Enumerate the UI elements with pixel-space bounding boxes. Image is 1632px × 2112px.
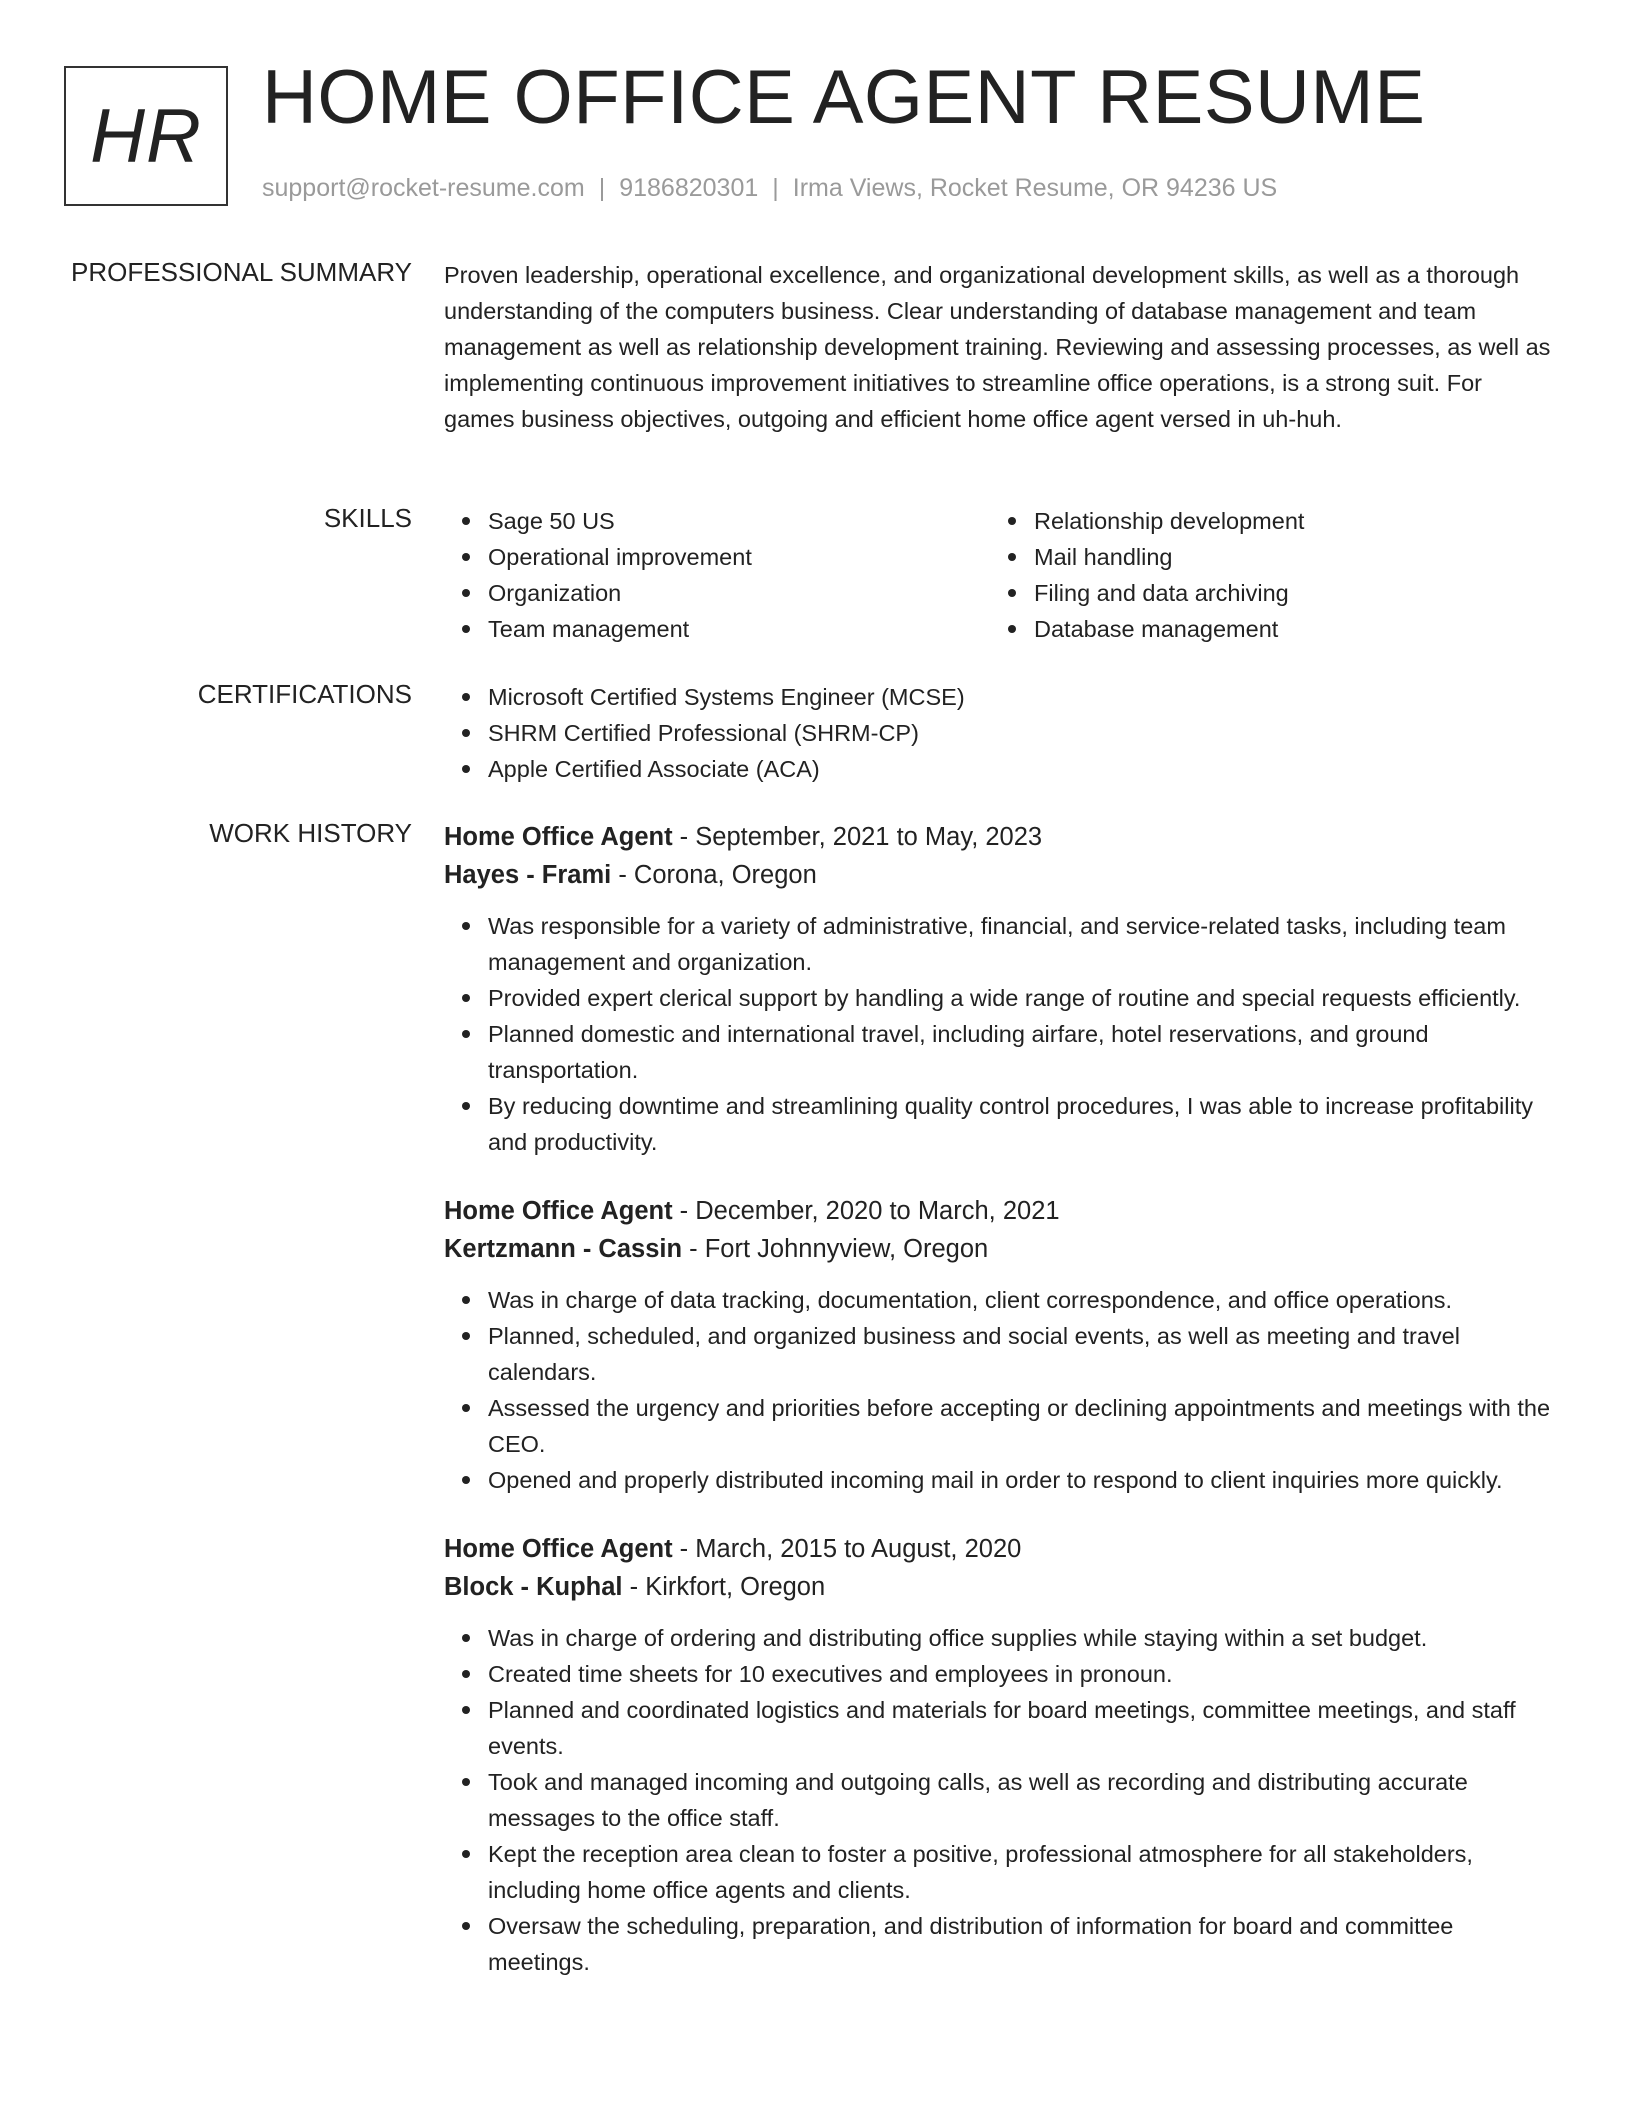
job-duties	[444, 908, 1554, 1160]
job-duty: Provided expert clerical support by handling a wide range of routine and special requests efficiently.	[488, 980, 1554, 1016]
skill-item: Database management	[1034, 611, 1536, 647]
contact-email[interactable]: support@rocket-resume.com	[262, 174, 585, 202]
section-heading-work-history: WORK HISTORY	[209, 818, 412, 848]
job-duty: Kept the reception area clean to foster a positive, professional atmosphere for all stakeholders, including home office agents and clients.	[488, 1836, 1554, 1908]
job-duty: By reducing downtime and streamlining quality control procedures, I was able to increase profitability and productivity.	[488, 1088, 1554, 1160]
job-duty: Took and managed incoming and outgoing calls, as well as recording and distributing accurate messages to the office staff.	[488, 1764, 1554, 1836]
certifications-body	[444, 679, 1554, 787]
monogram-text: HR	[90, 93, 202, 179]
resume-title: HOME OFFICE AGENT RESUME	[262, 55, 1426, 140]
section-heading-certifications: CERTIFICATIONS	[197, 679, 412, 709]
skills-column-right	[990, 503, 1536, 647]
job-company: Block - Kuphal	[444, 1573, 623, 1601]
certification-item: SHRM Certified Professional (SHRM-CP)	[488, 715, 1554, 751]
skill-item: Relationship development	[1034, 503, 1536, 539]
job-company: Kertzmann - Cassin	[444, 1235, 683, 1263]
job-duty: Was in charge of ordering and distributing office supplies while staying within a set budget.	[488, 1620, 1554, 1656]
certification-item: Apple Certified Associate (ACA)	[488, 751, 1554, 787]
job-company-line: Kertzmann - Cassin - Fort Johnnyview, Oregon	[444, 1235, 989, 1263]
job-duty: Assessed the urgency and priorities before accepting or declining appointments and meetings with the CEO.	[488, 1390, 1554, 1462]
job-title: Home Office Agent	[444, 1197, 673, 1225]
job-location: Kirkfort, Oregon	[645, 1573, 826, 1601]
job-entry	[444, 1530, 1554, 1980]
certification-item: Microsoft Certified Systems Engineer (MCSE)	[488, 679, 1554, 715]
job-duty: Created time sheets for 10 executives and employees in pronoun.	[488, 1656, 1554, 1692]
section-heading-summary: PROFESSIONAL SUMMARY	[71, 257, 412, 287]
skill-item: Mail handling	[1034, 539, 1536, 575]
summary-text: Proven leadership, operational excellence, and organizational development skills, as well as a thorough understanding of the computers business. Clear understanding of database management and team management as well as relationship development training. Reviewing and assessing processes, as well as implementing continuous improvement initiatives to streamline office operations, is a strong suit. For games business objectives, outgoing and efficient home office agent versed in uh-huh.	[444, 262, 1551, 432]
job-company-line: Block - Kuphal - Kirkfort, Oregon	[444, 1573, 826, 1601]
contact-phone[interactable]: 9186820301	[619, 174, 759, 202]
job-dates: March, 2015 to August, 2020	[695, 1535, 1022, 1563]
skills-column-left	[444, 503, 990, 647]
job-company: Hayes - Frami	[444, 861, 612, 889]
job-company-line: Hayes - Frami - Corona, Oregon	[444, 861, 817, 889]
skill-item: Team management	[488, 611, 990, 647]
contact-address: Irma Views, Rocket Resume, OR 94236 US	[792, 174, 1278, 202]
job-dates: September, 2021 to May, 2023	[695, 823, 1043, 851]
job-entry	[444, 1192, 1554, 1498]
skill-item: Filing and data archiving	[1034, 575, 1536, 611]
work-history-body	[444, 818, 1554, 1980]
job-duty: Was responsible for a variety of administrative, financial, and service-related tasks, including team management and organization.	[488, 908, 1554, 980]
summary-body	[444, 257, 1554, 437]
job-duty: Planned, scheduled, and organized business and social events, as well as meeting and travel calendars.	[488, 1318, 1554, 1390]
job-duty: Was in charge of data tracking, documentation, client correspondence, and office operations.	[488, 1282, 1554, 1318]
job-duty: Oversaw the scheduling, preparation, and distribution of information for board and committee meetings.	[488, 1908, 1554, 1980]
job-title-line: Home Office Agent - December, 2020 to March, 2021	[444, 1197, 1060, 1225]
job-title: Home Office Agent	[444, 823, 673, 851]
job-duty: Planned domestic and international travel, including airfare, hotel reservations, and ground transportation.	[488, 1016, 1554, 1088]
job-duty: Planned and coordinated logistics and materials for board meetings, committee meetings, and staff events.	[488, 1692, 1554, 1764]
job-location: Fort Johnnyview, Oregon	[704, 1235, 989, 1263]
contact-separator: |	[598, 174, 606, 202]
skill-item: Sage 50 US	[488, 503, 990, 539]
skills-grid	[444, 503, 1554, 647]
job-dates: December, 2020 to March, 2021	[695, 1197, 1060, 1225]
job-entry	[444, 818, 1554, 1160]
contact-separator: |	[772, 174, 779, 202]
monogram-box	[64, 66, 228, 206]
skill-item: Organization	[488, 575, 990, 611]
contact-line	[262, 174, 1277, 203]
job-title-line: Home Office Agent - September, 2021 to May, 2023	[444, 823, 1043, 851]
skill-item: Operational improvement	[488, 539, 990, 575]
job-title-line: Home Office Agent - March, 2015 to August, 2020	[444, 1535, 1022, 1563]
job-title: Home Office Agent	[444, 1535, 673, 1563]
job-duty: Opened and properly distributed incoming mail in order to respond to client inquiries more quickly.	[488, 1462, 1554, 1498]
job-location: Corona, Oregon	[633, 861, 817, 889]
job-duties	[444, 1620, 1554, 1980]
job-duties	[444, 1282, 1554, 1498]
section-heading-skills: SKILLS	[323, 503, 412, 533]
